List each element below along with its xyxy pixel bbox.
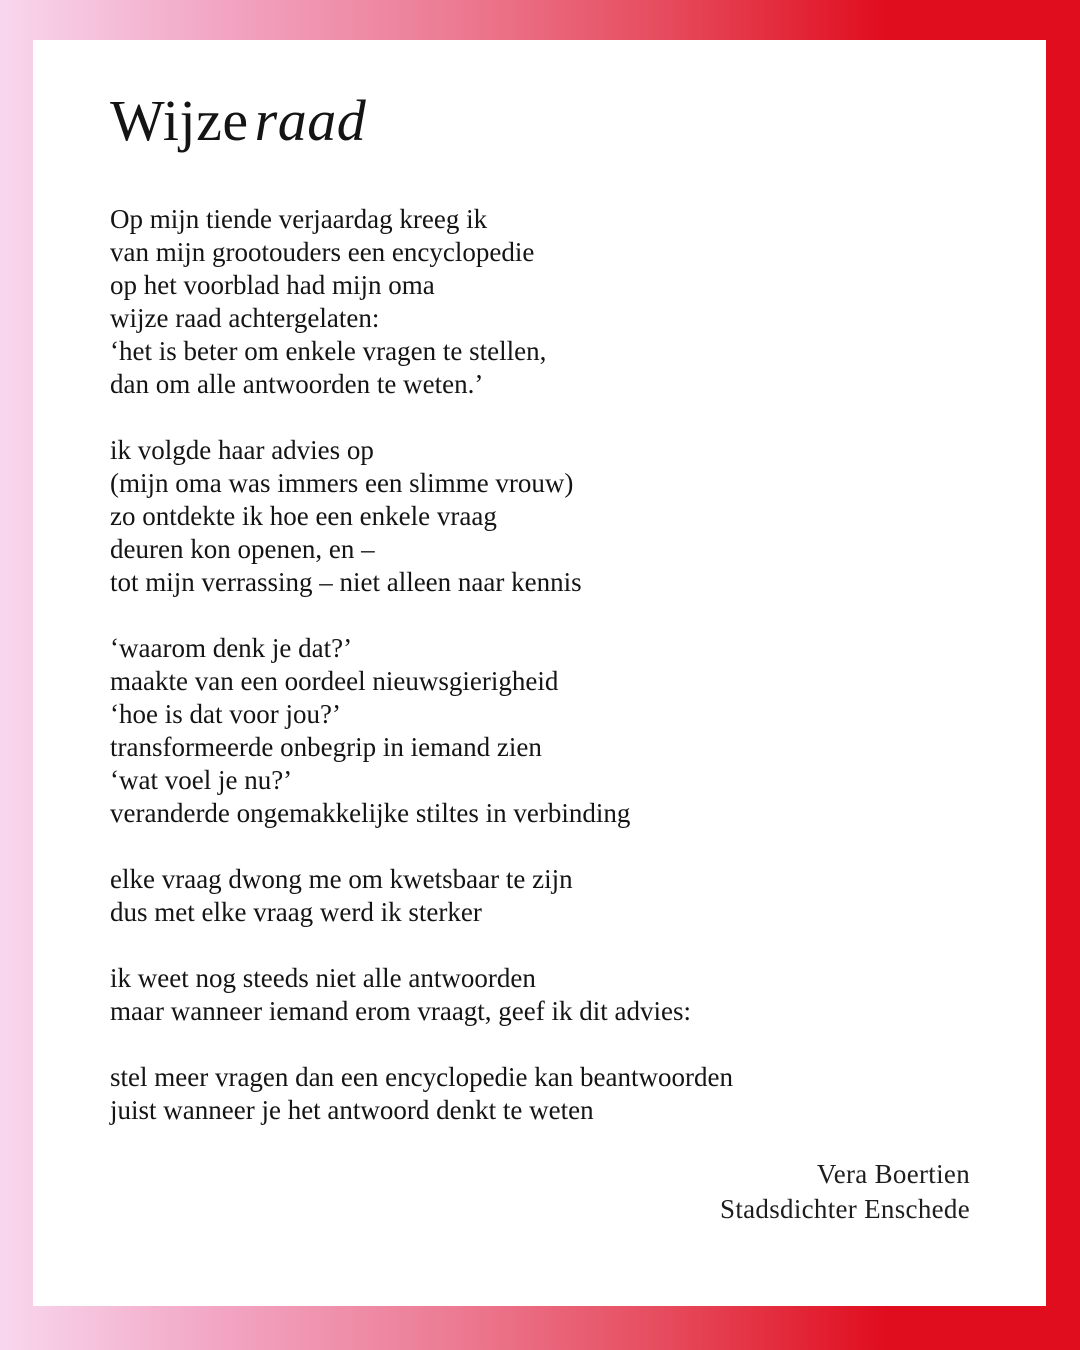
poem-line: wijze raad achtergelaten: bbox=[110, 302, 380, 333]
poem-line: dus met elke vraag werd ik sterker bbox=[110, 896, 482, 927]
poem-line: Op mijn tiende verjaardag kreeg ik bbox=[110, 203, 488, 234]
poem-line: ‘wat voel je nu?’ bbox=[110, 764, 293, 795]
poem-signature bbox=[110, 1157, 970, 1227]
poem-line: dan om alle antwoorden te weten.’ bbox=[110, 368, 484, 399]
poem-line: transformeerde onbegrip in iemand zien bbox=[110, 731, 542, 762]
poem-line: van mijn grootouders een encyclopedie bbox=[110, 236, 535, 267]
poem-body bbox=[110, 203, 970, 1127]
poem-title bbox=[110, 88, 970, 155]
poem-line: tot mijn verrassing – niet alleen naar kennis bbox=[110, 566, 582, 597]
poem-stanza bbox=[110, 203, 970, 401]
poem-line: ‘het is beter om enkele vragen te stellen, bbox=[110, 335, 547, 366]
poem-line: maar wanneer iemand erom vraagt, geef ik dit advies: bbox=[110, 995, 692, 1026]
poem-line: veranderde ongemakkelijke stiltes in verbinding bbox=[110, 797, 631, 828]
poem-line: juist wanneer je het antwoord denkt te weten bbox=[110, 1094, 594, 1125]
poem-line: maakte van een oordeel nieuwsgierigheid bbox=[110, 665, 559, 696]
poem-title-italic: raad bbox=[254, 88, 367, 153]
poem-author-role: Stadsdichter Enschede bbox=[720, 1193, 970, 1224]
poem-title-regular: Wijze bbox=[110, 88, 249, 153]
poem-line: op het voorblad had mijn oma bbox=[110, 269, 435, 300]
poem-author: Vera Boertien bbox=[816, 1158, 970, 1189]
poem-line: ik volgde haar advies op bbox=[110, 434, 374, 465]
poem-card bbox=[33, 40, 1046, 1306]
poem-stanza bbox=[110, 962, 970, 1028]
poem-line: (mijn oma was immers een slimme vrouw) bbox=[110, 467, 574, 498]
poem-stanza bbox=[110, 632, 970, 830]
poem-line: ‘waarom denk je dat?’ bbox=[110, 632, 353, 663]
poem-stanza bbox=[110, 1061, 970, 1127]
poem-stanza bbox=[110, 863, 970, 929]
poem-line: stel meer vragen dan een encyclopedie kan beantwoorden bbox=[110, 1061, 733, 1092]
poem-line: elke vraag dwong me om kwetsbaar te zijn bbox=[110, 863, 573, 894]
poem-line: ik weet nog steeds niet alle antwoorden bbox=[110, 962, 536, 993]
poem-line: zo ontdekte ik hoe een enkele vraag bbox=[110, 500, 497, 531]
poem-line: deuren kon openen, en – bbox=[110, 533, 375, 564]
poem-line: ‘hoe is dat voor jou?’ bbox=[110, 698, 341, 729]
poem-stanza bbox=[110, 434, 970, 599]
